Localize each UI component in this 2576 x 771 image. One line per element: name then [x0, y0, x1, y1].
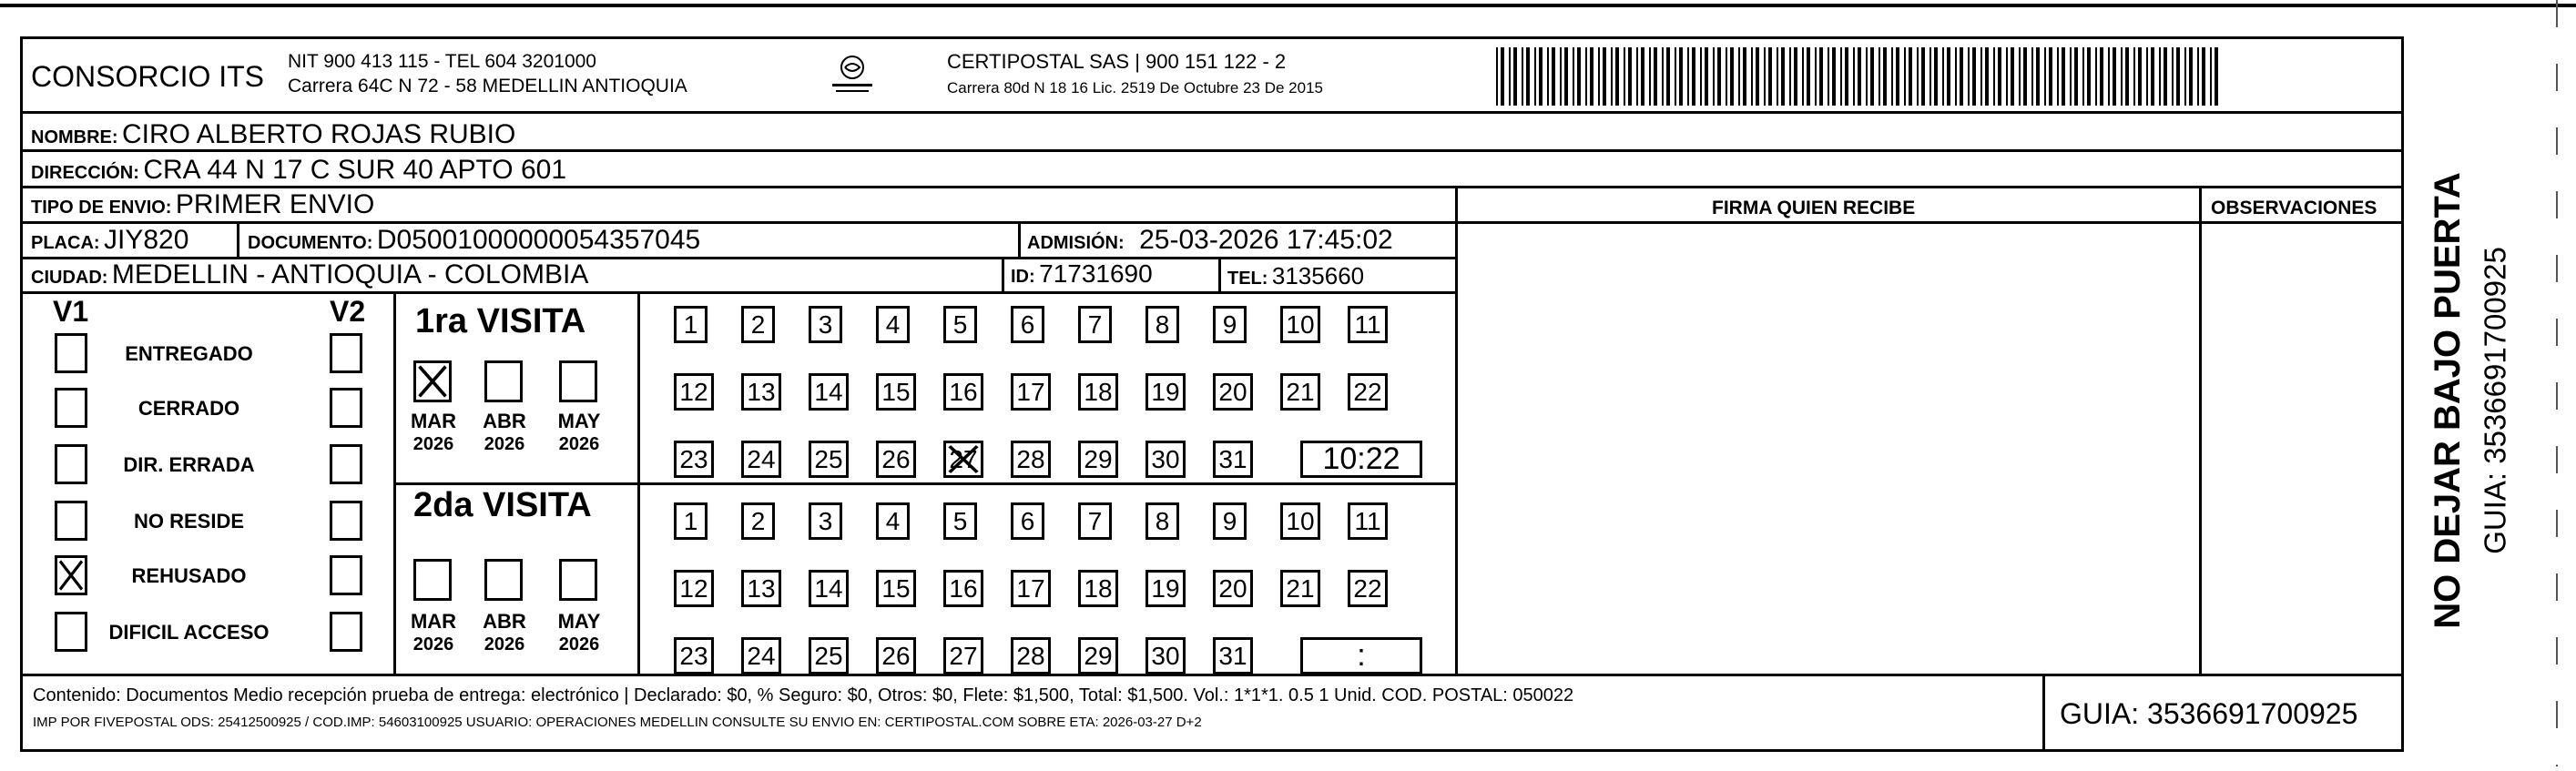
day-box[interactable]: 9 — [1213, 306, 1247, 343]
carrier-info-1: CERTIPOSTAL SAS | 900 151 122 - 2 — [947, 50, 1287, 73]
tipo-value: PRIMER ENVIO — [175, 189, 375, 219]
tipo-field — [31, 191, 374, 218]
day-box[interactable]: 22 — [1348, 570, 1388, 607]
day-box[interactable]: 13 — [741, 570, 781, 607]
tel-field — [1227, 264, 1364, 288]
day-box[interactable]: 23 — [674, 441, 714, 478]
certipostal-logo — [830, 47, 874, 100]
footer-line-2: IMP POR FIVEPOSTAL ODS: 25412500925 / COD.IMP: 54603100925 USUARIO: OPERACIONES MEDELLIN CONSULTE SU ENVIO EN: CERTIPOSTAL.COM SOBRE ETA: 2026-03-27 D+2 — [33, 715, 1202, 730]
year-label: 2026 — [412, 634, 454, 654]
visit-divider — [393, 482, 1456, 485]
day-box[interactable]: 31 — [1213, 637, 1253, 675]
day-box[interactable]: 17 — [1011, 570, 1051, 607]
v1-label: V1 — [53, 295, 89, 328]
direccion-label: DIRECCIÓN: — [31, 163, 139, 183]
day-box[interactable]: 29 — [1078, 441, 1118, 478]
day-box[interactable]: 29 — [1078, 637, 1118, 675]
day-box[interactable]: 5 — [943, 306, 977, 343]
day-box[interactable]: 2 — [741, 502, 775, 540]
second-visit-title: 2da VISITA — [413, 486, 592, 524]
top-rule — [0, 4, 2576, 7]
day-box[interactable]: 31 — [1213, 441, 1253, 478]
company-info-1: NIT 900 413 115 - TEL 604 3201000 — [288, 51, 596, 72]
cell-divider — [1018, 221, 1021, 257]
day-box[interactable]: 17 — [1011, 373, 1051, 411]
first-visit-time[interactable]: 10:22 — [1300, 441, 1422, 478]
company-info-2: Carrera 64C N 72 - 58 MEDELLIN ANTIOQUIA — [288, 76, 687, 96]
month-label: ABR — [483, 610, 526, 633]
day-box[interactable]: 1 — [674, 502, 708, 540]
side-warning: NO DEJAR BAJO PUERTA — [2428, 172, 2468, 629]
day-box[interactable]: 8 — [1145, 306, 1179, 343]
tel-label: TEL: — [1227, 269, 1268, 289]
nombre-field — [31, 121, 515, 148]
day-box[interactable]: 16 — [943, 570, 983, 607]
id-label: ID: — [1011, 267, 1035, 287]
year-label: 2026 — [484, 634, 525, 654]
day-box[interactable]: 1 — [674, 306, 708, 343]
documento-field — [248, 227, 700, 254]
day-box[interactable]: 4 — [876, 306, 910, 343]
ciudad-value: MEDELLIN - ANTIOQUIA - COLOMBIA — [111, 259, 589, 289]
day-box[interactable]: 9 — [1213, 502, 1247, 540]
side-guia: GUIA: 3536691700925 — [2478, 247, 2512, 554]
year-label: 2026 — [412, 434, 454, 454]
year-label: 2026 — [484, 434, 525, 454]
day-box[interactable]: 15 — [876, 373, 916, 411]
direccion-field — [31, 157, 566, 184]
month-divider — [637, 291, 640, 674]
cell-divider — [1218, 257, 1221, 291]
v2-checkbox[interactable] — [330, 333, 362, 373]
day-box[interactable]: 30 — [1145, 441, 1186, 478]
status-option-label: CERRADO — [137, 397, 240, 420]
company-name: CONSORCIO ITS — [31, 60, 265, 93]
day-box[interactable]: 4 — [876, 502, 910, 540]
day-box[interactable]: 2 — [741, 306, 775, 343]
day-box[interactable]: 19 — [1145, 373, 1186, 411]
day-box[interactable]: 16 — [943, 373, 983, 411]
v2-checkbox[interactable] — [330, 501, 362, 541]
status-option-label: DIFICIL ACCESO — [108, 621, 270, 644]
month-label: MAR — [410, 610, 457, 633]
day-box[interactable]: 6 — [1011, 306, 1044, 343]
day-box[interactable]: 26 — [876, 441, 916, 478]
day-box[interactable]: 7 — [1078, 306, 1112, 343]
day-box[interactable]: 24 — [741, 637, 781, 675]
admision-field — [1027, 227, 1393, 254]
day-box[interactable]: 20 — [1213, 570, 1253, 607]
tel-value: 3135660 — [1271, 262, 1365, 289]
cell-divider — [237, 221, 239, 257]
v2-checkbox[interactable] — [330, 555, 362, 595]
placa-label: PLACA: — [31, 233, 100, 253]
day-box[interactable]: 28 — [1011, 441, 1051, 478]
admision-label: ADMISIÓN: — [1027, 233, 1125, 253]
firma-label: FIRMA QUIEN RECIBE — [1712, 198, 1916, 218]
day-box[interactable]: 18 — [1078, 373, 1118, 411]
day-box[interactable]: 13 — [741, 373, 781, 411]
day-box[interactable]: 22 — [1348, 373, 1388, 411]
day-box[interactable]: 30 — [1145, 637, 1186, 675]
ciudad-field — [31, 261, 588, 289]
day-box[interactable]: 20 — [1213, 373, 1253, 411]
nombre-value: CIRO ALBERTO ROJAS RUBIO — [122, 119, 516, 149]
day-box[interactable]: 25 — [809, 441, 849, 478]
direccion-value: CRA 44 N 17 C SUR 40 APTO 601 — [143, 155, 567, 185]
year-label: 2026 — [558, 634, 600, 654]
month-checkbox[interactable] — [484, 360, 523, 402]
status-option-label: NO RESIDE — [133, 510, 245, 533]
barcode — [1496, 47, 2225, 106]
row-divider — [20, 149, 2404, 152]
v2-checkbox[interactable] — [330, 444, 362, 484]
footer-divider — [20, 674, 2404, 676]
month-label: MAY — [557, 610, 601, 633]
observaciones-label: OBSERVACIONES — [2211, 198, 2377, 218]
day-box[interactable]: 10 — [1280, 502, 1320, 540]
ciudad-label: CIUDAD: — [31, 268, 108, 288]
observaciones-divider — [2199, 186, 2202, 674]
status-option-label: DIR. ERRADA — [123, 453, 255, 476]
v2-checkbox[interactable] — [330, 388, 362, 428]
status-option-label: REHUSADO — [131, 564, 247, 587]
day-box[interactable]: 12 — [674, 373, 714, 411]
day-box[interactable]: 23 — [674, 637, 714, 675]
day-box[interactable]: 14 — [809, 373, 849, 411]
month-checkbox[interactable] — [559, 360, 597, 402]
day-box[interactable]: 18 — [1078, 570, 1118, 607]
year-label: 2026 — [558, 434, 600, 454]
day-box[interactable]: 3 — [809, 306, 842, 343]
second-visit-time[interactable]: : — [1300, 637, 1422, 675]
day-box[interactable]: 6 — [1011, 502, 1044, 540]
cell-divider — [1002, 257, 1004, 291]
day-box[interactable]: 14 — [809, 570, 849, 607]
day-box[interactable]: 21 — [1280, 570, 1320, 607]
day-box[interactable]: 21 — [1280, 373, 1320, 411]
day-box[interactable]: 27 — [943, 441, 983, 478]
row-divider — [20, 221, 2404, 224]
status-option-label: ENTREGADO — [125, 342, 253, 365]
header-divider — [20, 111, 2404, 114]
documento-label: DOCUMENTO: — [248, 233, 373, 253]
day-box[interactable]: 19 — [1145, 570, 1186, 607]
placa-field — [31, 227, 188, 254]
day-box[interactable]: 15 — [876, 570, 916, 607]
day-box[interactable]: 10 — [1280, 306, 1320, 343]
month-checkbox[interactable] — [413, 360, 452, 402]
day-box[interactable]: 24 — [741, 441, 781, 478]
day-box[interactable]: 27 — [943, 637, 983, 675]
row-divider — [20, 291, 1456, 294]
id-field — [1011, 261, 1153, 287]
day-box[interactable]: 3 — [809, 502, 842, 540]
month-checkbox[interactable] — [484, 559, 523, 601]
tipo-label: TIPO DE ENVIO: — [31, 198, 172, 218]
nombre-label: NOMBRE: — [31, 127, 118, 147]
placa-value: JIY820 — [104, 225, 189, 255]
day-box[interactable]: 8 — [1145, 502, 1179, 540]
month-checkbox[interactable] — [413, 559, 452, 601]
first-visit-title: 1ra VISITA — [415, 302, 586, 340]
row-divider — [20, 186, 2404, 188]
day-box[interactable]: 11 — [1348, 306, 1388, 343]
month-label: MAY — [557, 410, 601, 432]
day-box[interactable]: 7 — [1078, 502, 1112, 540]
month-label: ABR — [483, 410, 526, 432]
v2-checkbox[interactable] — [330, 612, 362, 652]
day-box[interactable]: 5 — [943, 502, 977, 540]
documento-value: D05001000000054357045 — [376, 225, 701, 255]
edge-marks — [2555, 0, 2559, 766]
footer-guia-divider — [2042, 674, 2045, 752]
day-box[interactable]: 11 — [1348, 502, 1388, 540]
carrier-info-2: Carrera 80d N 18 16 Lic. 2519 De Octubre 23 De 2015 — [947, 79, 1323, 96]
v2-label: V2 — [330, 295, 366, 328]
day-box[interactable]: 12 — [674, 570, 714, 607]
footer-line-1: Contenido: Documentos Medio recepción prueba de entrega: electrónico | Declarado: $0, % Seguro: $0, Otros: $0, Flete: $1,500, Total: $1,500. Vol.: 1*1*1. 0.5 1 Unid. COD. POSTAL: 050022 — [33, 685, 1574, 705]
day-box[interactable]: 25 — [809, 637, 849, 675]
month-label: MAR — [410, 410, 457, 432]
admision-value: 25-03-2026 17:45:02 — [1139, 225, 1393, 255]
day-box[interactable]: 28 — [1011, 637, 1051, 675]
id-value: 71731690 — [1039, 259, 1153, 288]
footer-guia: GUIA: 3536691700925 — [2060, 697, 2358, 730]
day-box[interactable]: 26 — [876, 637, 916, 675]
month-checkbox[interactable] — [559, 559, 597, 601]
